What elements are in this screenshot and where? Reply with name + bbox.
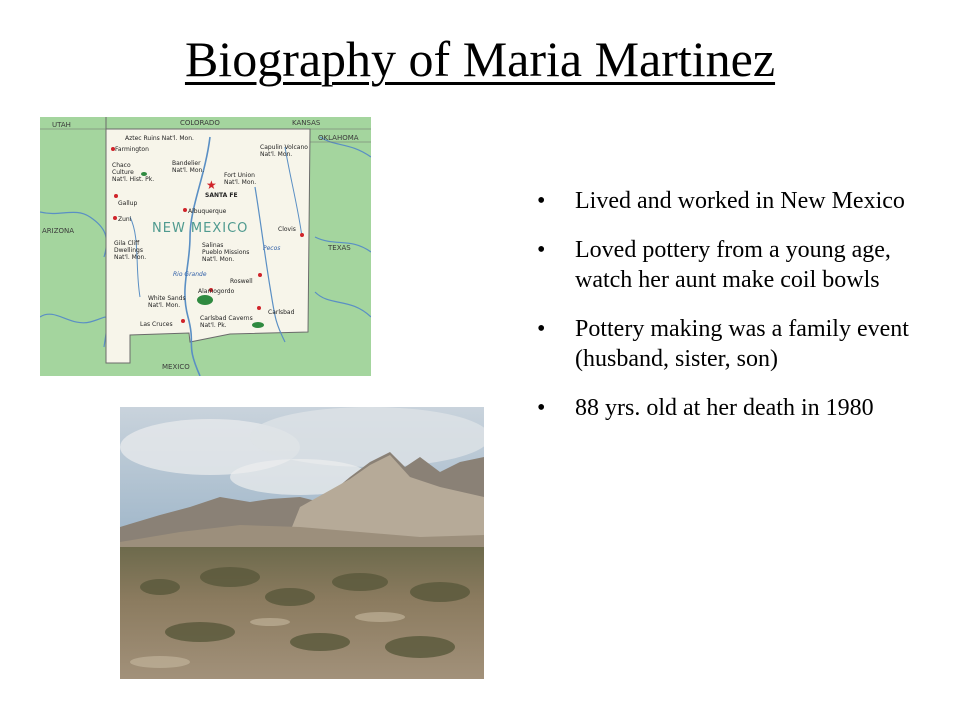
svg-text:Nat'l. Mon.: Nat'l. Mon. <box>148 302 181 309</box>
svg-text:White Sands: White Sands <box>148 295 186 302</box>
svg-text:Clovis: Clovis <box>278 226 296 233</box>
svg-text:Chaco: Chaco <box>112 162 131 169</box>
bullet-marker: • <box>537 316 546 342</box>
svg-text:ARIZONA: ARIZONA <box>42 227 75 235</box>
svg-text:UTAH: UTAH <box>52 121 71 129</box>
svg-text:KANSAS: KANSAS <box>292 119 321 127</box>
bullet-marker: • <box>537 395 546 421</box>
slide-title: Biography of Maria Martinez <box>184 31 776 87</box>
svg-text:OKLAHOMA: OKLAHOMA <box>318 134 359 142</box>
svg-text:Carlsbad: Carlsbad <box>268 309 295 316</box>
bullet-marker: • <box>537 188 546 214</box>
svg-text:Nat'l. Hist. Pk.: Nat'l. Hist. Pk. <box>112 176 155 183</box>
svg-text:Dwellings: Dwellings <box>114 247 143 254</box>
bullet-list <box>537 186 917 442</box>
svg-text:Nat'l. Mon.: Nat'l. Mon. <box>172 167 205 174</box>
bullet-text: 88 yrs. old at her death in 1980 <box>575 395 874 421</box>
svg-text:Pecos: Pecos <box>263 245 281 252</box>
svg-text:★: ★ <box>206 178 217 192</box>
bullet-text: Pottery making was a family event (husband, sister, son) <box>575 316 909 372</box>
svg-text:Fort Union: Fort Union <box>224 172 255 179</box>
svg-text:MEXICO: MEXICO <box>162 363 190 371</box>
bullet-item <box>537 186 917 216</box>
svg-text:Bandelier: Bandelier <box>172 160 201 167</box>
svg-text:Pueblo Missions: Pueblo Missions <box>202 249 250 256</box>
bullet-item <box>537 235 917 295</box>
bullet-marker: • <box>537 237 546 263</box>
svg-text:Gallup: Gallup <box>118 200 138 207</box>
svg-text:Farmington: Farmington <box>115 146 149 153</box>
svg-text:Salinas: Salinas <box>202 242 224 249</box>
svg-text:Culture: Culture <box>112 169 134 176</box>
svg-text:Rio Grande: Rio Grande <box>173 271 207 278</box>
svg-text:Alamogordo: Alamogordo <box>198 288 235 295</box>
svg-text:Nat'l. Mon.: Nat'l. Mon. <box>260 151 293 158</box>
svg-text:Capulin Volcano: Capulin Volcano <box>260 144 308 151</box>
svg-text:Carlsbad Caverns: Carlsbad Caverns <box>200 315 253 322</box>
svg-text:COLORADO: COLORADO <box>180 119 220 127</box>
bullet-text: Lived and worked in New Mexico <box>575 188 905 214</box>
svg-text:Albuquerque: Albuquerque <box>188 208 227 215</box>
svg-text:Las Cruces: Las Cruces <box>140 321 173 328</box>
svg-text:Gila Cliff: Gila Cliff <box>114 240 140 247</box>
bullet-item <box>537 393 917 423</box>
svg-text:Zuni: Zuni <box>118 216 132 223</box>
svg-text:SANTA FE: SANTA FE <box>205 192 238 199</box>
svg-text:Nat'l. Mon.: Nat'l. Mon. <box>202 256 235 263</box>
bullet-text: Loved pottery from a young age, watch her aunt make coil bowls <box>575 237 891 293</box>
svg-text:NEW MEXICO: NEW MEXICO <box>152 221 249 236</box>
svg-text:Nat'l. Mon.: Nat'l. Mon. <box>224 179 257 186</box>
svg-text:TEXAS: TEXAS <box>328 244 351 252</box>
svg-text:Roswell: Roswell <box>230 278 253 285</box>
svg-text:Nat'l. Mon.: Nat'l. Mon. <box>114 254 147 261</box>
desert-mountain-photo <box>120 407 484 679</box>
svg-text:Aztec Ruins Nat'l. Mon.: Aztec Ruins Nat'l. Mon. <box>125 135 194 142</box>
new-mexico-map <box>40 117 371 376</box>
svg-text:Nat'l. Pk.: Nat'l. Pk. <box>200 322 227 329</box>
bullet-item <box>537 314 917 374</box>
